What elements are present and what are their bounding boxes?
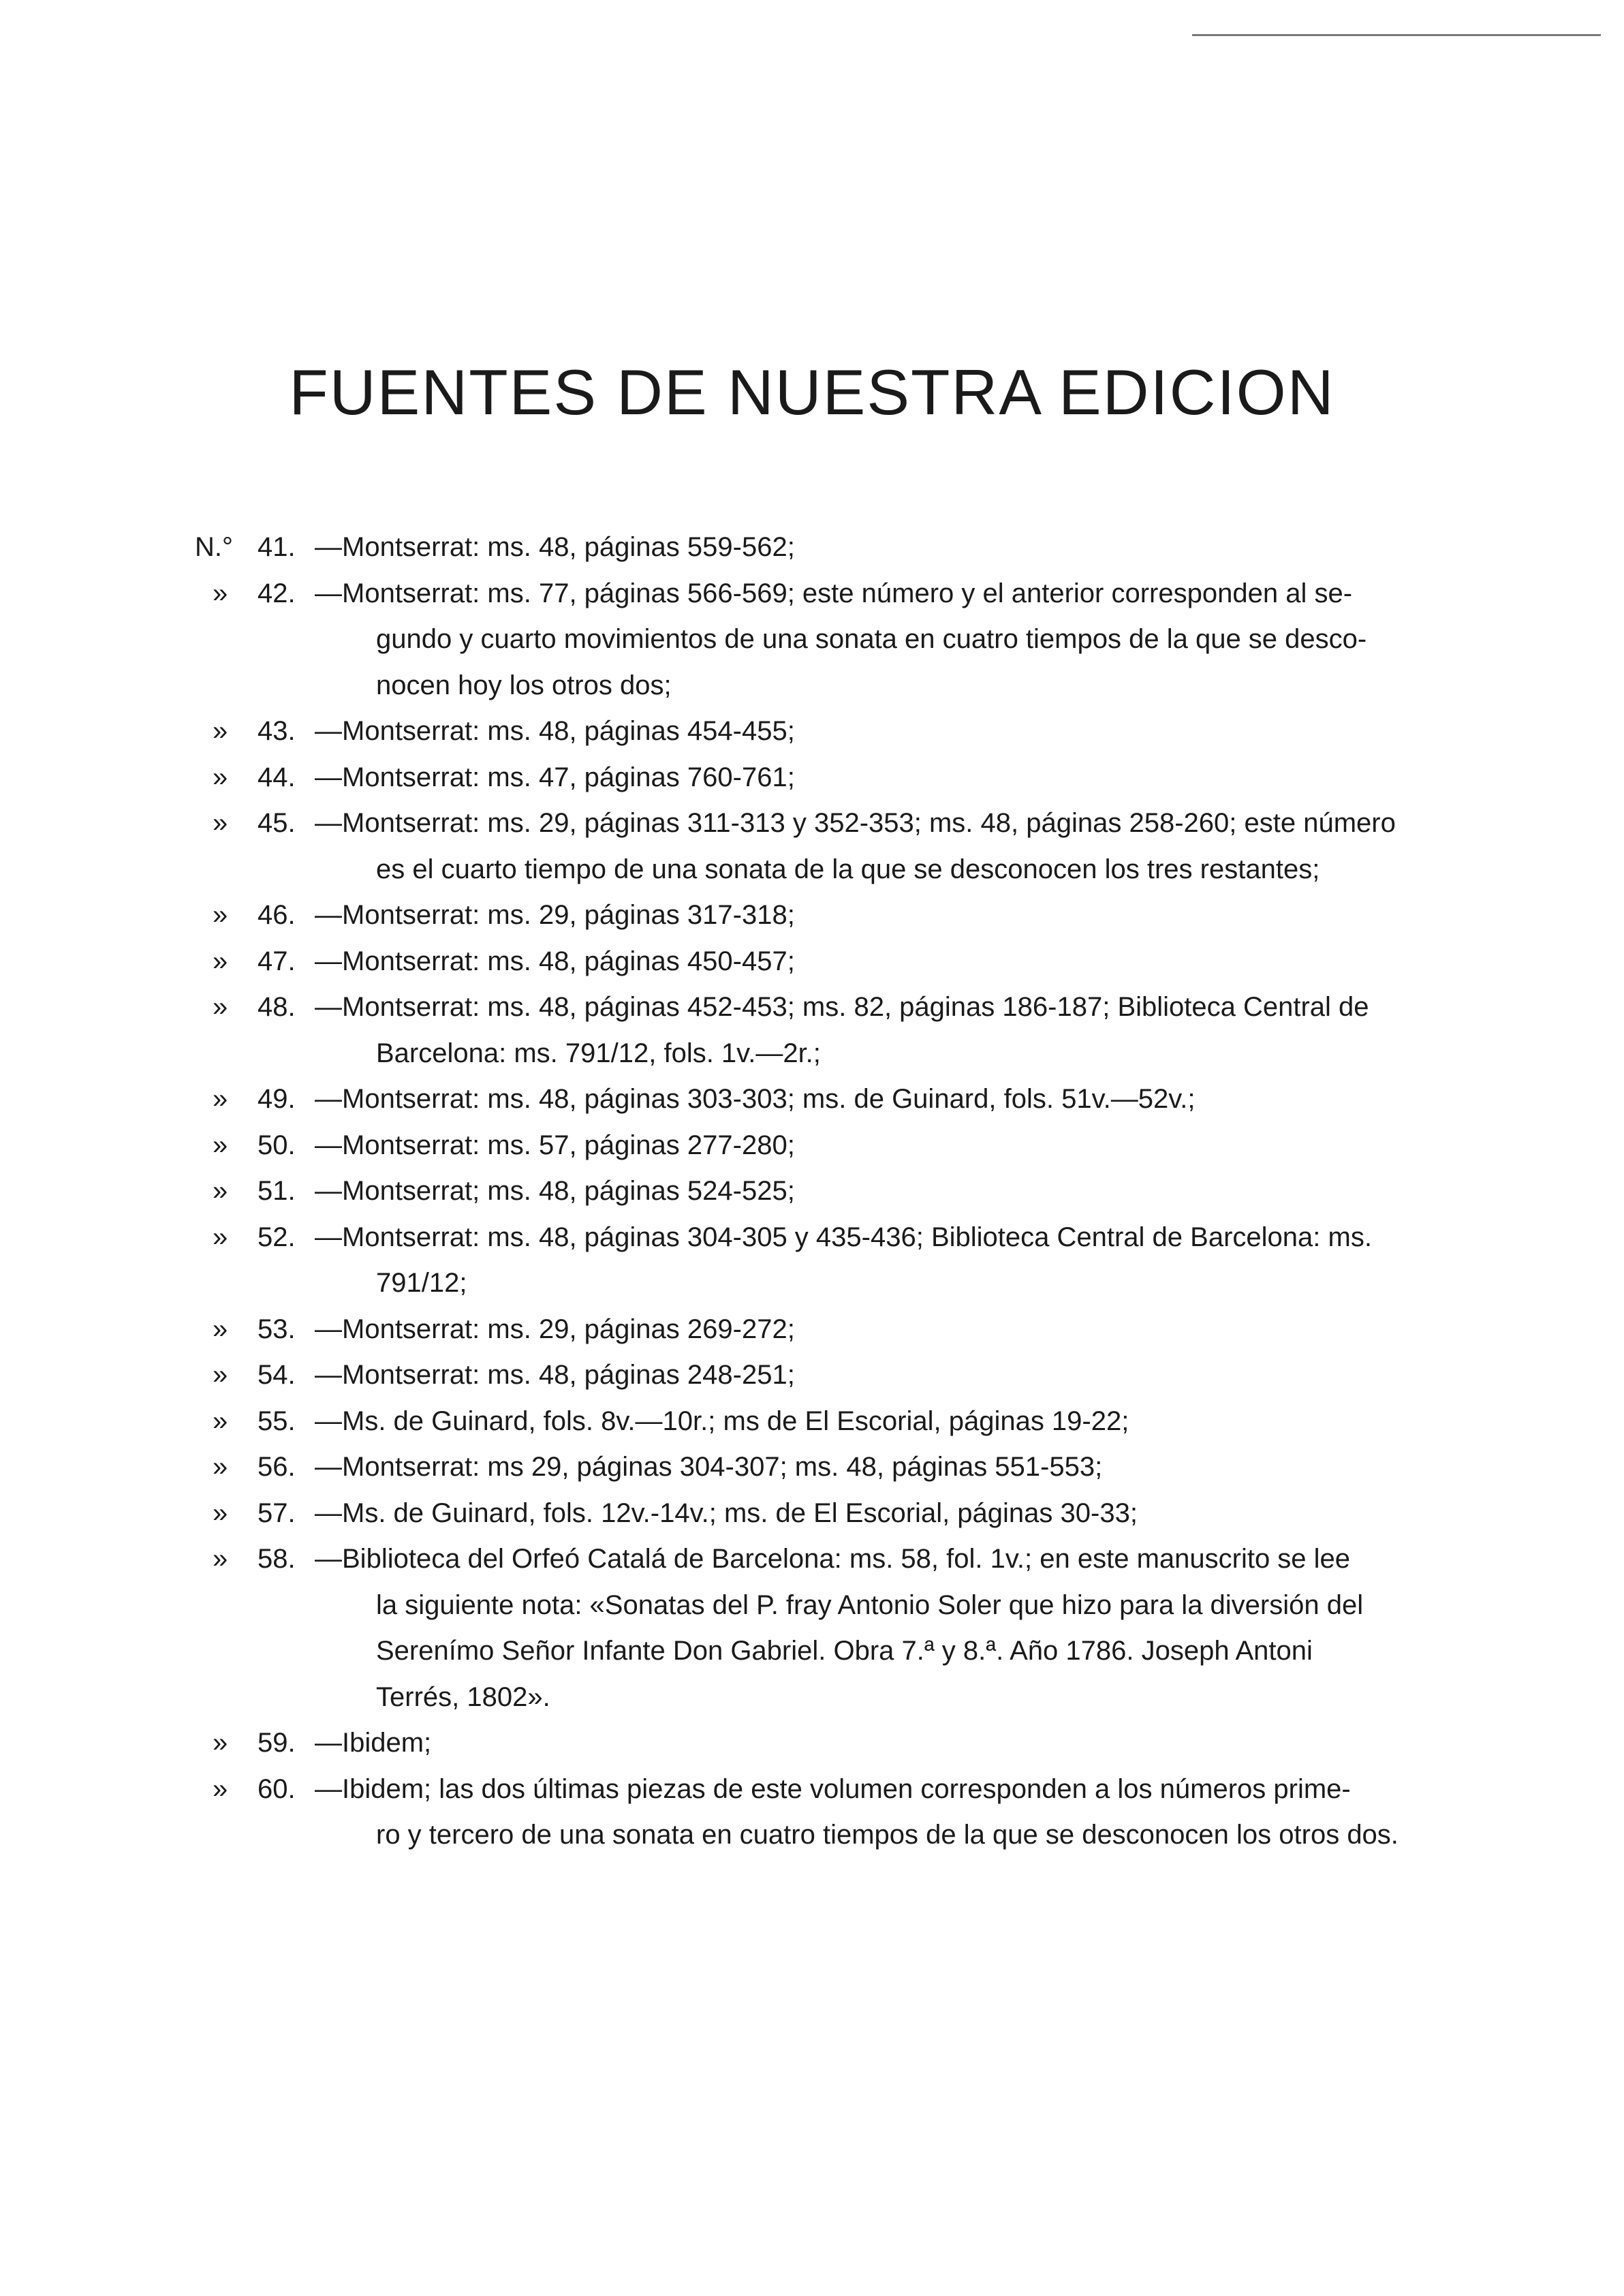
- entry-line: —Montserrat: ms. 48, páginas 303-303; ms. de Guinard, fols. 51v.—52v.;: [315, 1084, 1196, 1114]
- entry-number: 51.: [257, 1176, 296, 1206]
- entry-text: [315, 755, 1432, 801]
- entry-text: [315, 1444, 1432, 1491]
- entry-line: nocen hoy los otros dos;: [376, 670, 672, 700]
- entry-prefix: »: [213, 1084, 228, 1114]
- entry-number: 53.: [257, 1314, 296, 1344]
- entry-line: —Montserrat: ms. 77, páginas 566-569; este número y el anterior corresponden al se-: [315, 578, 1353, 608]
- entry-text: [315, 1491, 1432, 1537]
- entry-text: [315, 1720, 1432, 1767]
- entry-line: —Montserrat: ms. 29, páginas 311-313 y 352-353; ms. 48, páginas 258-260; este número: [315, 808, 1396, 838]
- source-entry: [192, 1767, 1432, 1859]
- entry-line: ro y tercero de una sonata en cuatro tiempos de la que se desconocen los otros dos.: [376, 1820, 1399, 1850]
- entry-line: es el cuarto tiempo de una sonata de la que se desconocen los tres restantes;: [376, 854, 1320, 884]
- source-entry: [192, 939, 1432, 985]
- source-entry: [192, 1444, 1432, 1491]
- entry-text: [315, 801, 1432, 893]
- entry-number: 48.: [257, 992, 296, 1022]
- entry-prefix: »: [213, 1314, 228, 1344]
- entry-text: [315, 1767, 1432, 1859]
- source-entry: [192, 709, 1432, 755]
- entry-number: 58.: [257, 1544, 296, 1574]
- entry-text: [315, 1352, 1432, 1399]
- entry-prefix: »: [213, 808, 228, 838]
- entry-prefix: »: [213, 1773, 228, 1804]
- entry-line: —Montserrat: ms. 48, páginas 559-562;: [315, 532, 795, 562]
- source-entry: [192, 893, 1432, 939]
- entry-line: Terrés, 1802».: [376, 1681, 550, 1712]
- entry-prefix: »: [213, 946, 228, 976]
- top-rule: [1192, 34, 1601, 36]
- entry-text: [315, 1215, 1432, 1307]
- source-entry: [192, 1215, 1432, 1307]
- entry-line: —Montserrat: ms. 48, páginas 248-251;: [315, 1360, 795, 1390]
- entry-line: —Montserrat: ms. 57, páginas 277-280;: [315, 1130, 795, 1160]
- entry-number: 54.: [257, 1360, 296, 1390]
- entry-line: —Montserrat: ms 29, páginas 304-307; ms. 48, páginas 551-553;: [315, 1452, 1103, 1482]
- entry-line: Serenímo Señor Infante Don Gabriel. Obra 7.ª y 8.ª. Año 1786. Joseph Antoni: [376, 1636, 1313, 1666]
- entry-prefix: »: [213, 1130, 228, 1160]
- entry-line: —Ibidem; las dos últimas piezas de este volumen corresponden a los números prime-: [315, 1773, 1351, 1804]
- entry-text: [315, 1123, 1432, 1169]
- entry-number: 42.: [257, 578, 296, 608]
- source-entry: [192, 1720, 1432, 1767]
- entry-number: 49.: [257, 1084, 296, 1114]
- entry-prefix: »: [213, 1406, 228, 1436]
- entry-number: 57.: [257, 1498, 296, 1528]
- entry-number: 45.: [257, 808, 296, 838]
- entry-prefix: »: [213, 1452, 228, 1482]
- source-entry: [192, 801, 1432, 893]
- entry-text: [315, 1399, 1432, 1445]
- entry-line: —Biblioteca del Orfeó Catalá de Barcelona: ms. 58, fol. 1v.; en este manuscrito se lee: [315, 1544, 1351, 1574]
- entry-line: la siguiente nota: «Sonatas del P. fray Antonio Soler que hizo para la diversión del: [376, 1589, 1364, 1620]
- entry-prefix: »: [213, 1498, 228, 1528]
- entry-text: [315, 893, 1432, 939]
- entry-prefix: »: [213, 900, 228, 930]
- entry-line: —Ibidem;: [315, 1728, 432, 1758]
- entry-number: 55.: [257, 1406, 296, 1436]
- entry-line: —Ms. de Guinard, fols. 8v.—10r.; ms de El Escorial, páginas 19-22;: [315, 1406, 1129, 1436]
- entry-text: [315, 939, 1432, 985]
- source-entry: [192, 1399, 1432, 1445]
- source-entry: [192, 1352, 1432, 1399]
- entry-number: 43.: [257, 716, 296, 746]
- page-title: FUENTES DE NUESTRA EDICION: [289, 356, 1335, 428]
- source-entry: [192, 1168, 1432, 1215]
- entry-number: 56.: [257, 1452, 296, 1482]
- entry-prefix: N.°: [195, 532, 233, 562]
- entry-number: 60.: [257, 1773, 296, 1804]
- entry-number: 41.: [257, 532, 296, 562]
- entry-line: —Montserrat: ms. 29, páginas 317-318;: [315, 900, 795, 930]
- entry-text: [315, 984, 1432, 1076]
- entry-line: —Montserrat: ms. 48, páginas 450-457;: [315, 946, 795, 976]
- source-entry: [192, 571, 1432, 709]
- entry-text: [315, 709, 1432, 755]
- entry-number: 47.: [257, 946, 296, 976]
- entry-line: Barcelona: ms. 791/12, fols. 1v.—2r.;: [376, 1038, 821, 1068]
- entry-text: [315, 525, 1432, 571]
- sources-list: [192, 525, 1432, 1859]
- source-entry: [192, 1076, 1432, 1123]
- entry-line: —Montserrat: ms. 48, páginas 452-453; ms. 82, páginas 186-187; Biblioteca Central de: [315, 992, 1369, 1022]
- entry-line: —Ms. de Guinard, fols. 12v.-14v.; ms. de El Escorial, páginas 30-33;: [315, 1498, 1138, 1528]
- entry-prefix: »: [213, 716, 228, 746]
- source-entry: [192, 1123, 1432, 1169]
- source-entry: [192, 984, 1432, 1076]
- source-entry: [192, 1491, 1432, 1537]
- entry-prefix: »: [213, 1176, 228, 1206]
- entry-prefix: »: [213, 578, 228, 608]
- source-entry: [192, 755, 1432, 801]
- entry-line: —Montserrat; ms. 48, páginas 524-525;: [315, 1176, 795, 1206]
- entry-prefix: »: [213, 1222, 228, 1252]
- entry-text: [315, 1536, 1432, 1720]
- entry-number: 50.: [257, 1130, 296, 1160]
- entry-prefix: »: [213, 1360, 228, 1390]
- entry-prefix: »: [213, 1544, 228, 1574]
- entry-line: —Montserrat: ms. 47, páginas 760-761;: [315, 762, 795, 792]
- entry-line: —Montserrat: ms. 29, páginas 269-272;: [315, 1314, 795, 1344]
- source-entry: [192, 1536, 1432, 1720]
- entry-number: 44.: [257, 762, 296, 792]
- entry-line: 791/12;: [376, 1268, 467, 1298]
- entry-prefix: »: [213, 992, 228, 1022]
- entry-number: 52.: [257, 1222, 296, 1252]
- entry-prefix: »: [213, 762, 228, 792]
- entry-prefix: »: [213, 1728, 228, 1758]
- source-entry: [192, 525, 1432, 571]
- entry-text: [315, 571, 1432, 709]
- entry-line: —Montserrat: ms. 48, páginas 454-455;: [315, 716, 795, 746]
- entry-number: 59.: [257, 1728, 296, 1758]
- source-entry: [192, 1307, 1432, 1353]
- entry-number: 46.: [257, 900, 296, 930]
- entry-text: [315, 1307, 1432, 1353]
- entry-text: [315, 1076, 1432, 1123]
- entry-text: [315, 1168, 1432, 1215]
- entry-line: gundo y cuarto movimientos de una sonata en cuatro tiempos de la que se desco-: [376, 624, 1367, 654]
- entry-line: —Montserrat: ms. 48, páginas 304-305 y 435-436; Biblioteca Central de Barcelona: ms.: [315, 1222, 1372, 1252]
